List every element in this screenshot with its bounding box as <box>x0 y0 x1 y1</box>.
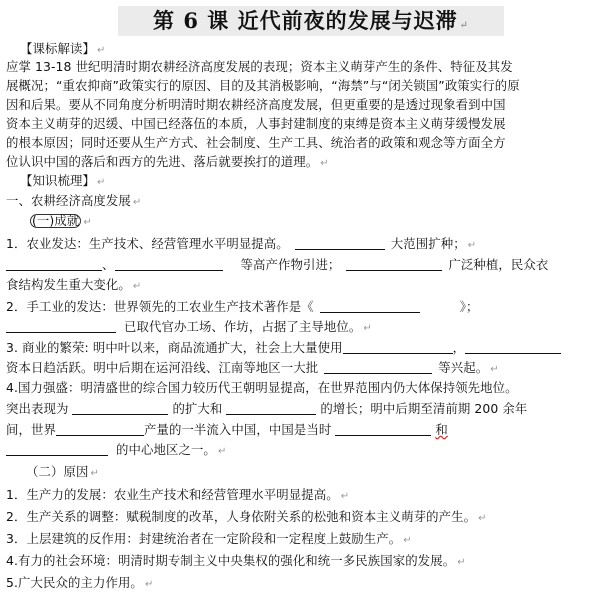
fill-blank[interactable] <box>465 341 561 354</box>
reason-item: 5.广大民众的主力作用。 ↵ <box>6 575 154 590</box>
fill-blank[interactable] <box>6 443 108 456</box>
paragraph-line: 资本主义萌芽的迟缓、中国已经落伍的本质，人事封建制度的束缚是资本主义萌芽缓慢发展 <box>6 116 506 131</box>
fill-blank[interactable] <box>320 300 420 313</box>
return-mark-icon: ↵ <box>90 468 99 479</box>
return-mark-icon: ↵ <box>490 364 499 375</box>
fill-blank[interactable] <box>343 341 453 354</box>
fill-blank[interactable] <box>324 361 432 374</box>
paragraph-line: 展概况；“重农抑商”政策实行的原因、目的及其消极影响，“海禁”与“闭关锁国”政策实行的原 <box>6 78 520 93</box>
return-mark-icon: ↵ <box>459 20 469 31</box>
item-4-line: 4.国力强盛：明清盛世的综合国力较历代王朝明显提高，在世界范围内仍大体保持领先地位。 <box>6 380 518 395</box>
paragraph-line: 的根本原因；同时还要从生产方式、社会制度、生产工具、统治者的政策和观念等方面全方 <box>6 135 506 150</box>
return-mark-icon: ↵ <box>467 240 477 251</box>
fill-blank[interactable] <box>346 258 442 271</box>
fill-blank[interactable] <box>295 237 385 250</box>
item-2-line: 已取代官办工场、作坊，占据了主导地位。 ↵ <box>6 318 372 338</box>
paragraph-line: 应掌 13-18 世纪明清时期农耕经济高度发展的表现；资本主义萌芽产生的条件、特征及其发 <box>6 59 513 74</box>
item-1-line: 食结构发生重大变化。 ↵ <box>6 277 142 292</box>
return-mark-icon: ↵ <box>132 281 142 292</box>
return-mark-icon: ↵ <box>144 579 154 590</box>
return-mark-icon: ↵ <box>96 45 106 56</box>
item-4-line: 突出表现为 的扩大和 的增长；明中后期至清前期 200 余年 <box>6 401 528 416</box>
return-mark-icon: ↵ <box>320 158 329 169</box>
fill-blank[interactable] <box>56 423 144 436</box>
lesson-title: 第 6 课 近代前夜的发展与迟滞 ↵ <box>118 6 504 36</box>
reason-item: 1．生产力的发展：农业生产技术和经营管理水平明显提高。 ↵ <box>6 487 350 502</box>
item-3-line: 资本日趋活跃。明中后期在运河沿线、江南等地区一大批 等兴起。 ↵ <box>6 360 499 375</box>
section-heading-knowledge: 【知识梳理】 ↵ <box>20 173 106 188</box>
return-mark-icon: ↵ <box>340 491 350 502</box>
return-mark-icon: ↵ <box>478 513 487 524</box>
item-4-line: 的中心地区之一。 ↵ <box>6 441 226 461</box>
paragraph-line: 因和后果。要从不同角度分析明清时期农耕经济高度发展，但更重要的是透过现象看到中国 <box>6 97 506 112</box>
fill-blank[interactable] <box>115 258 223 271</box>
item-1-line: 1．农业发达：生产技术、经营管理水平明显提高。 大范围扩种； ↵ <box>6 236 477 251</box>
return-mark-icon: ↵ <box>457 557 466 568</box>
fill-blank[interactable] <box>6 320 116 333</box>
fill-blank[interactable] <box>6 258 102 271</box>
item-1-line: 、 等高产作物引进； 广泛种植，民众衣 <box>6 256 548 274</box>
return-mark-icon: ↵ <box>363 323 372 334</box>
item-3-line: 3. 商业的繁荣: 明中叶以来，商品流通扩大，社会上大量使用 ， <box>6 339 561 357</box>
fill-blank[interactable] <box>226 402 316 415</box>
return-mark-icon: ↵ <box>217 446 227 457</box>
fill-blank[interactable] <box>72 402 168 415</box>
reason-item: 4.有力的社会环境：明清时期专制主义中央集权的强化和统一多民族国家的发展。 ↵ <box>6 553 466 568</box>
subheading-reasons: （二）原因 ↵ <box>26 464 99 479</box>
section-heading-curriculum: 【课标解读】 ↵ <box>20 41 106 56</box>
item-2-line: 2．手工业的发达：世界领先的工农业生产技术著作是《 》； <box>6 299 479 314</box>
fill-blank[interactable] <box>335 423 431 436</box>
return-mark-icon: ↵ <box>132 197 142 208</box>
paragraph-line: 位认识中国的落后和西方的先进、落后就要挨打的道理。 ↵ <box>6 154 329 169</box>
return-mark-icon: ↵ <box>96 177 106 188</box>
reason-item: 3．上层建筑的反作用：封建统治者在一定阶段和一定程度上鼓励生产。 ↵ <box>6 531 412 546</box>
return-mark-icon: ↵ <box>403 535 412 546</box>
subheading-agriculture: 一、农耕经济高度发展 ↵ <box>6 193 142 208</box>
return-mark-icon: ↵ <box>83 217 92 228</box>
subheading-achievements: (一)成就 ↵ <box>32 213 92 228</box>
reason-item: 2．生产关系的调整：赋税制度的改革，人身依附关系的松弛和资本主义萌芽的产生。 ↵ <box>6 509 487 524</box>
item-4-line: 间，世界 产量的一半流入中国，中国是当时 和 <box>6 422 448 437</box>
